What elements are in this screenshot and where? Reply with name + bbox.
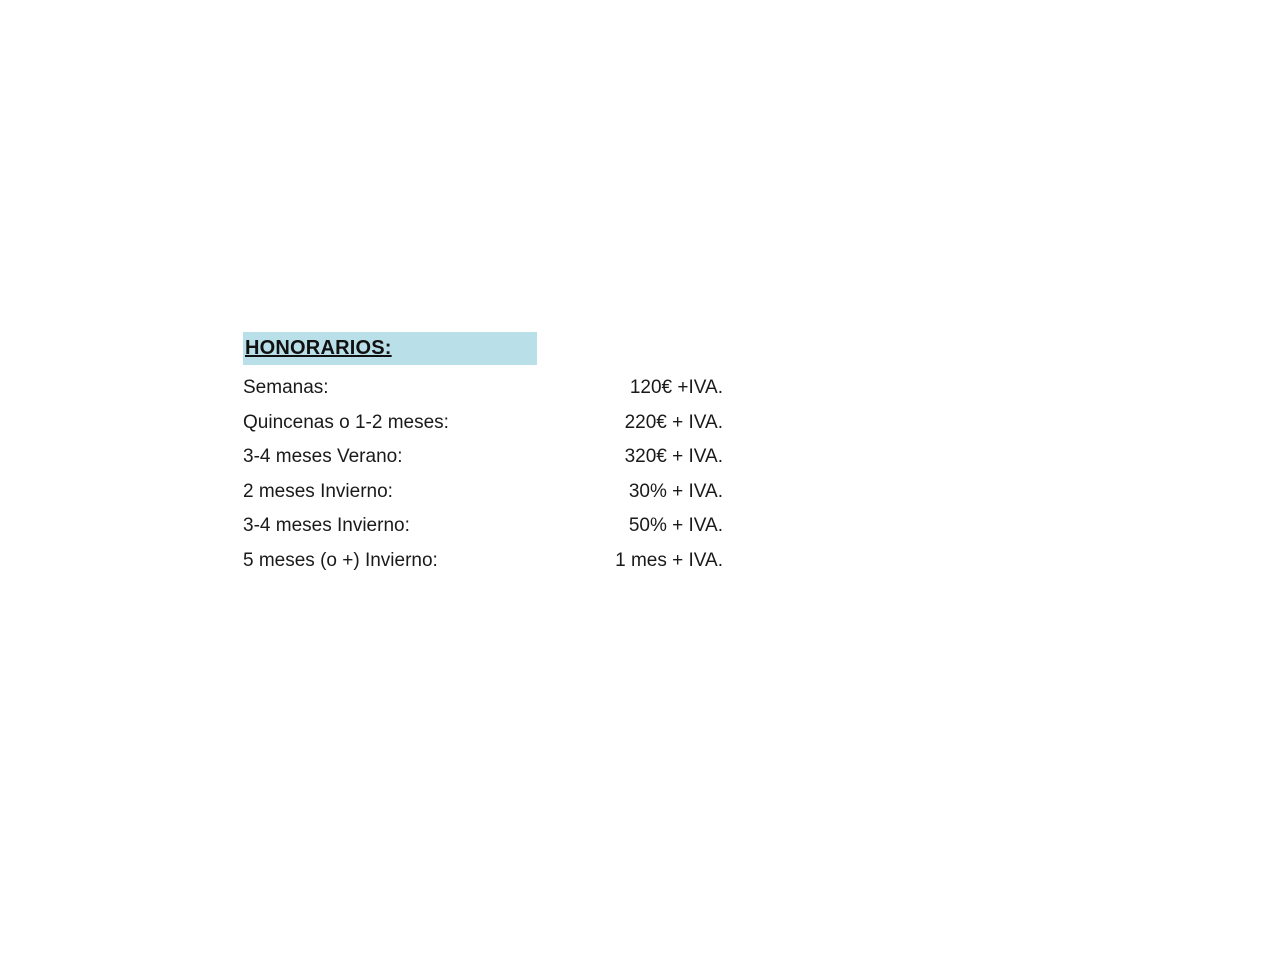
fee-label: 3-4 meses Invierno: (243, 515, 410, 536)
list-item (243, 412, 763, 447)
fee-value: 30% + IVA. (628, 480, 723, 502)
fee-label: 3-4 meses Verano: (243, 446, 403, 467)
fee-value: 320€ + IVA. (624, 446, 723, 467)
list-item (243, 446, 763, 481)
list-item (243, 550, 763, 585)
list-item (243, 377, 763, 412)
fee-value: 1 mes + IVA. (615, 549, 723, 571)
fee-value: 220€ + IVA. (624, 411, 723, 433)
list-item (243, 515, 763, 550)
fee-label: 2 meses Invierno: (243, 480, 393, 502)
fee-label: Quincenas o 1-2 meses: (243, 411, 449, 433)
fee-value: 50% + IVA. (628, 515, 723, 536)
page-title: HONORARIOS: (245, 337, 392, 359)
fees-list (243, 377, 763, 584)
fee-label: Semanas: (243, 377, 329, 398)
fee-label: 5 meses (o +) Invierno: (243, 549, 438, 571)
list-item (243, 481, 763, 516)
fees-title-highlight (243, 332, 537, 365)
fee-value: 120€ +IVA. (629, 377, 723, 398)
fees-section (243, 332, 763, 584)
